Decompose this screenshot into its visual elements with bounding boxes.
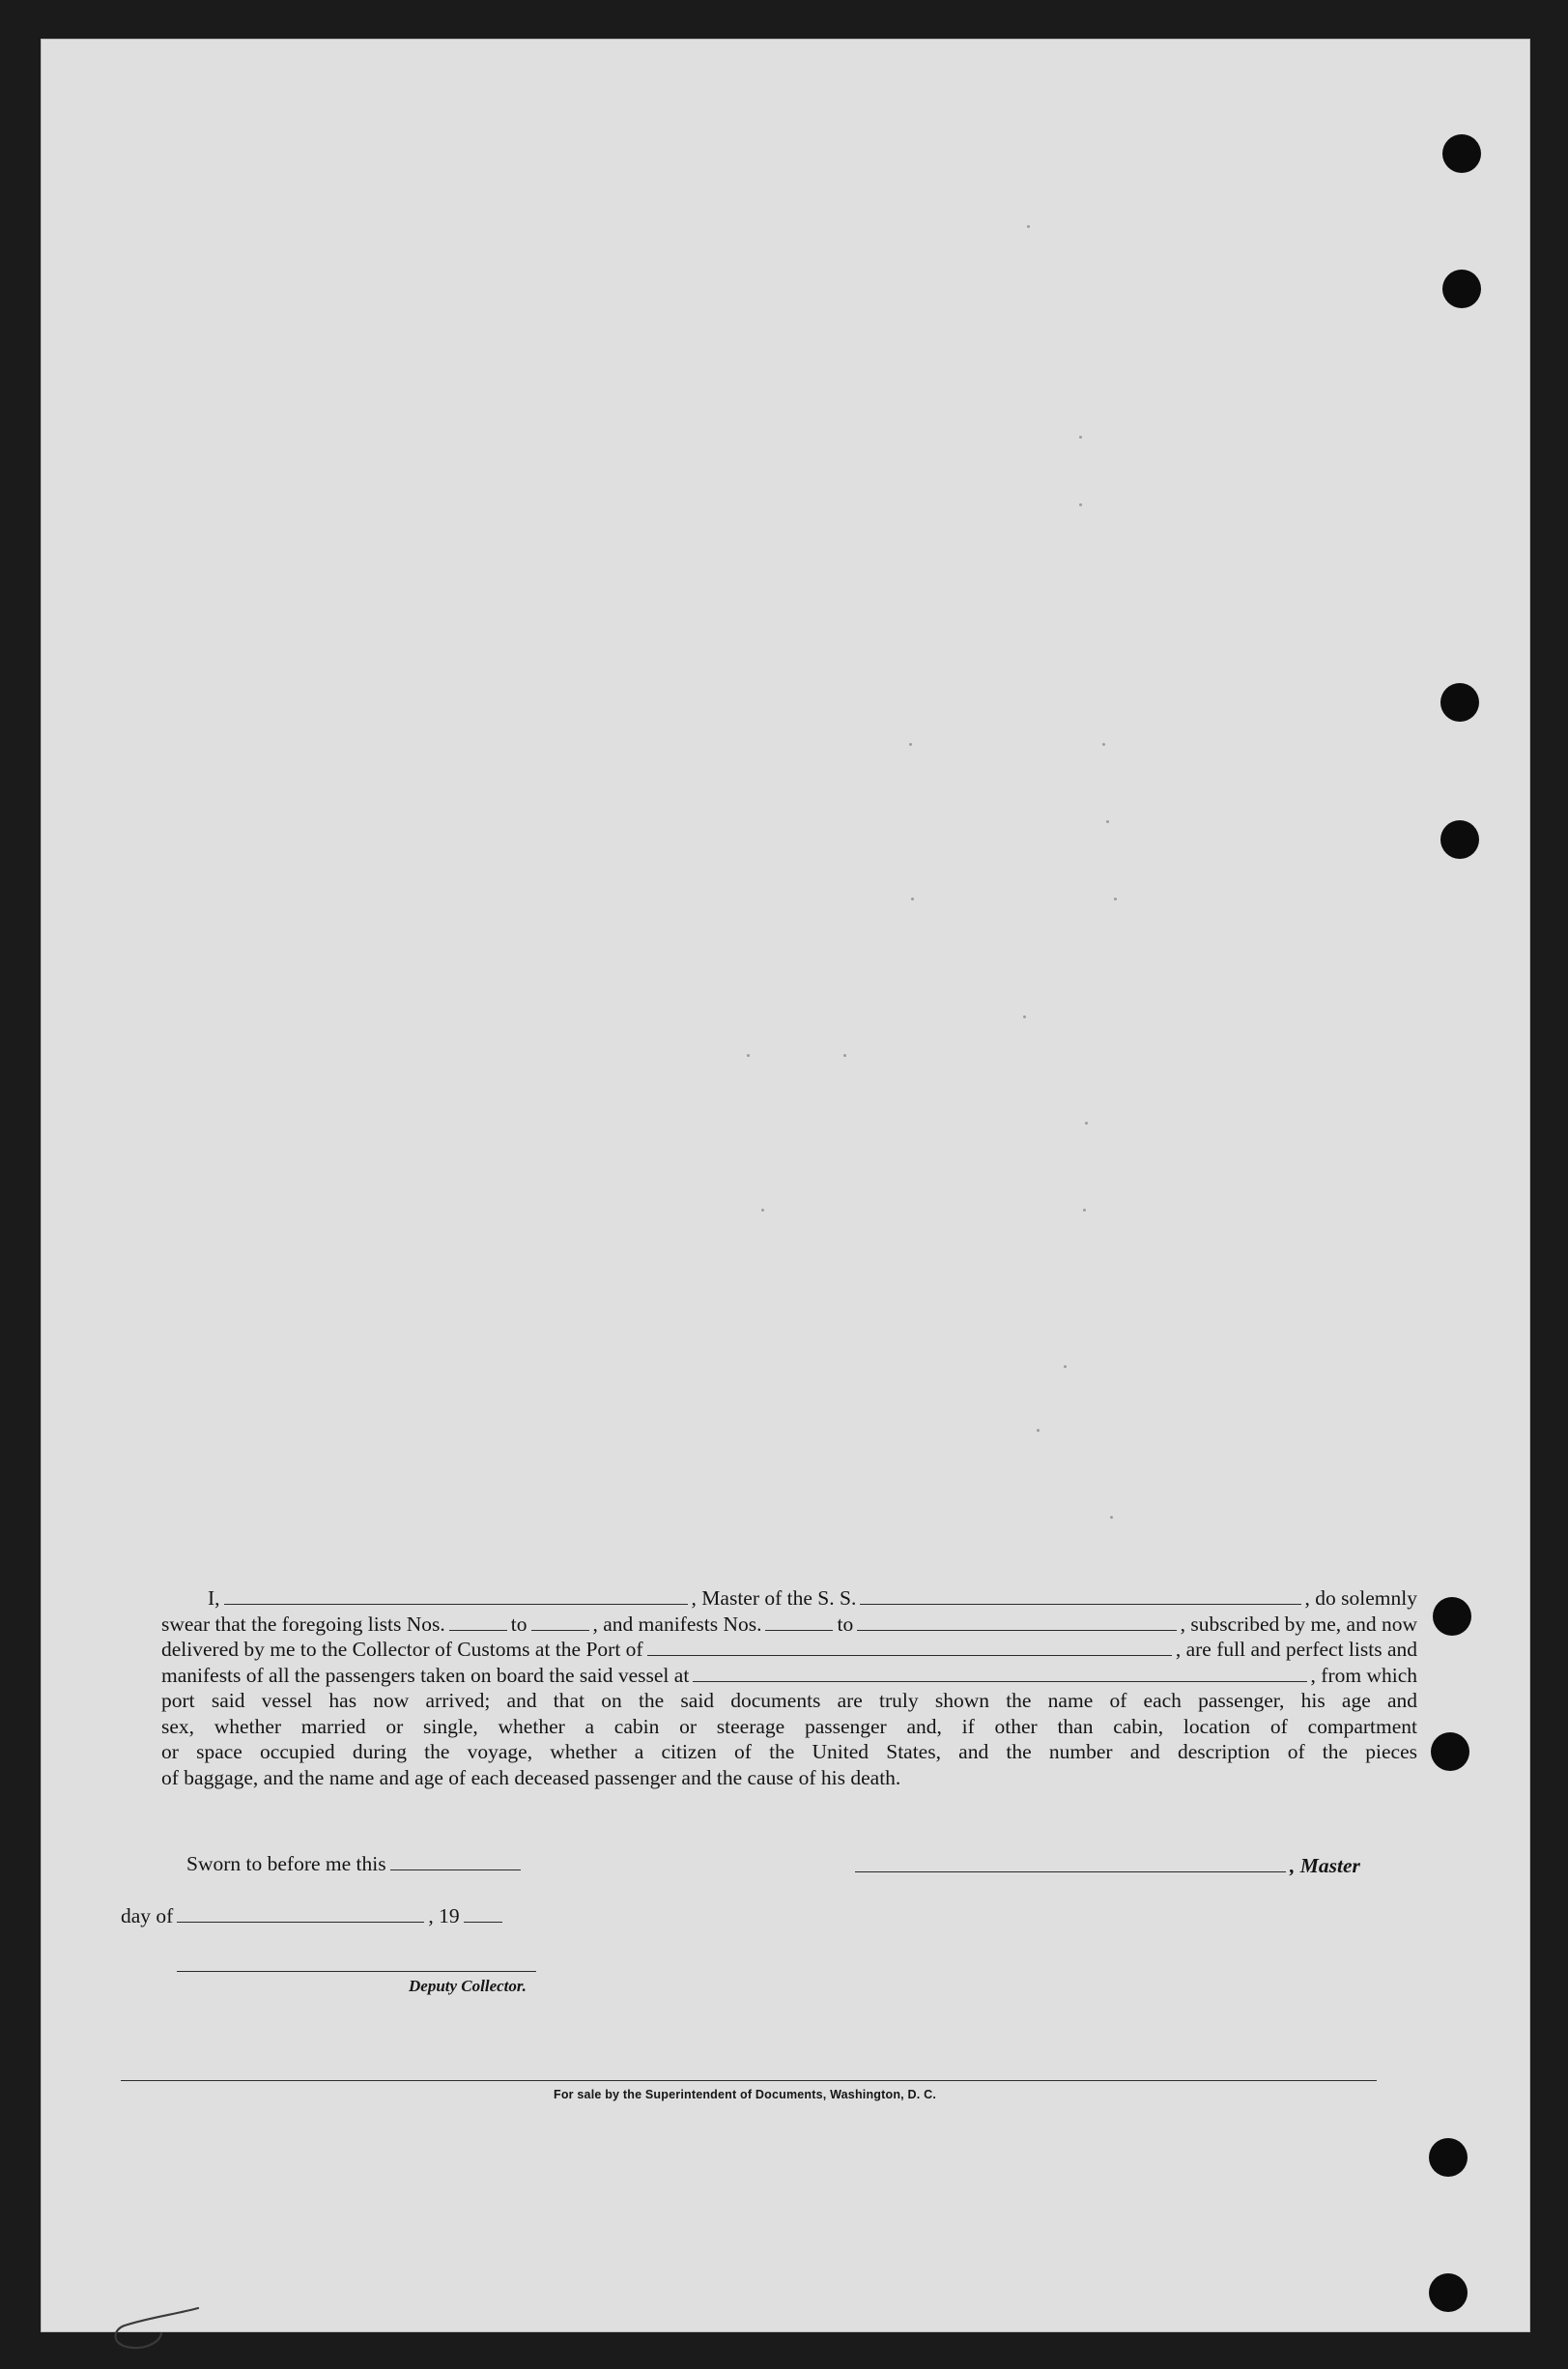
scan-speck <box>1023 1015 1026 1018</box>
oath-line <box>161 1612 1417 1638</box>
day-of-line <box>121 1904 506 1928</box>
punch-hole <box>1442 270 1481 308</box>
scan-speck <box>1037 1429 1040 1432</box>
oath-line <box>161 1585 1417 1612</box>
punch-hole <box>1431 1732 1469 1771</box>
scan-speck <box>1079 503 1082 506</box>
oath-paragraph <box>161 1585 1417 1790</box>
blank-master-signature <box>855 1870 1286 1872</box>
blank-manifest-to <box>857 1629 1176 1631</box>
blank-month <box>177 1921 424 1923</box>
scan-speck <box>1106 820 1109 823</box>
scan-speck <box>1064 1365 1067 1368</box>
oath-text: to <box>510 1612 527 1636</box>
scan-speck <box>843 1054 846 1057</box>
blank-port-of-departure <box>693 1680 1306 1682</box>
oath-text: , from which <box>1310 1663 1417 1687</box>
oath-text: , subscribed by me, and now <box>1180 1612 1417 1636</box>
punch-hole <box>1442 134 1481 173</box>
deputy-signature-line <box>177 1971 536 1972</box>
scan-speck <box>1110 1516 1113 1519</box>
blank-manifest-from <box>765 1629 833 1631</box>
oath-line <box>161 1637 1417 1663</box>
oath-text: manifests of all the passengers taken on board the said vessel at <box>161 1663 690 1687</box>
scan-speck <box>1102 743 1105 746</box>
oath-text: , do solemnly <box>1304 1586 1417 1610</box>
oath-text: , and manifests Nos. <box>592 1612 762 1636</box>
year-label: , 19 <box>428 1904 460 1927</box>
scan-speck <box>747 1054 750 1057</box>
blank-vessel-name <box>860 1603 1300 1605</box>
oath-text: delivered by me to the Collector of Customs at the Port of <box>161 1638 643 1661</box>
oath-line: or space occupied during the voyage, whether a citizen of the United States, and the number and description of the pieces <box>161 1740 1417 1763</box>
printer-note: For sale by the Superintendent of Documents, Washington, D. C. <box>554 2088 936 2101</box>
deputy-collector-label: Deputy Collector. <box>409 1977 527 1995</box>
scan-speck <box>761 1209 764 1212</box>
oath-text: , Master of the S. S. <box>691 1586 857 1610</box>
oath-line: sex, whether married or single, whether a cabin or steerage passenger and, if other than cabin, location of compartment <box>161 1714 1417 1738</box>
sworn-line <box>186 1852 525 1876</box>
scan-speck <box>1114 898 1117 900</box>
blank-master-name <box>224 1603 688 1605</box>
scan-speck <box>911 898 914 900</box>
oath-text: swear that the foregoing lists Nos. <box>161 1612 445 1636</box>
scan-speck <box>1079 436 1082 439</box>
handwritten-page-number <box>109 2300 206 2358</box>
blank-list-to <box>531 1629 589 1631</box>
punch-hole <box>1440 820 1479 859</box>
punch-hole <box>1429 2273 1468 2312</box>
footer-rule <box>121 2080 1377 2081</box>
blank-sworn-day <box>390 1869 521 1870</box>
master-signature-line <box>851 1854 1360 1878</box>
day-of-label: day of <box>121 1904 174 1927</box>
scan-speck <box>1083 1209 1086 1212</box>
oath-line <box>161 1663 1417 1689</box>
blank-year <box>464 1921 502 1923</box>
punch-hole <box>1429 2138 1468 2177</box>
scan-speck <box>1085 1122 1088 1125</box>
punch-hole <box>1440 683 1479 722</box>
oath-text: I, <box>208 1586 220 1610</box>
oath-line: port said vessel has now arrived; and that on the said documents are truly shown the name of each passenger, his age and <box>161 1689 1417 1712</box>
scan-speck <box>909 743 912 746</box>
oath-text: to <box>837 1612 854 1636</box>
punch-hole <box>1433 1597 1471 1636</box>
oath-line: of baggage, and the name and age of each deceased passenger and the cause of his death. <box>161 1765 901 1789</box>
blank-port-of-arrival <box>647 1654 1172 1656</box>
scan-speck <box>1027 225 1030 228</box>
blank-list-from <box>449 1629 507 1631</box>
oath-text: , are full and perfect lists and <box>1175 1638 1417 1661</box>
sworn-label: Sworn to before me this <box>186 1852 386 1875</box>
master-label: , Master <box>1290 1854 1360 1877</box>
document-page <box>41 39 1530 2332</box>
